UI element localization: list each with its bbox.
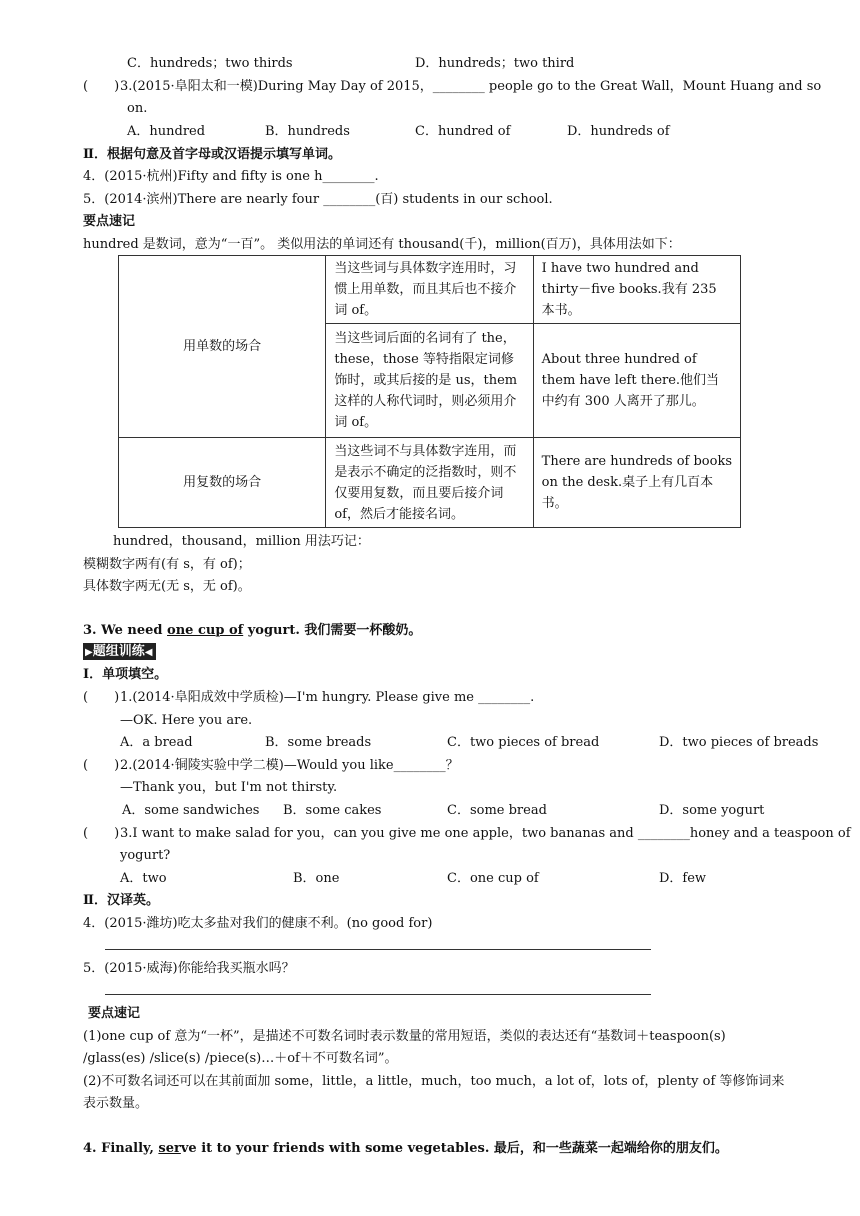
s3-q3-option-c: C．one cup of [447,871,539,886]
s3-q2-option-b: B．some cakes [283,803,382,818]
s3-q1-option-c: C．two pieces of bread [447,735,600,750]
singular-example-2: About three hundred of them have left there.他们当中约有 300 人离开了那儿。 [533,324,740,438]
singular-rule-2: 当这些词后面的名词有了 the，these，those 等特指限定词修饰时，或其后接的是 us，them 这样的人称代词时，则必须用介词 of。 [326,324,533,438]
usage-table [118,255,741,528]
s3-key-2-line-1: (2)不可数名词还可以在其前面加 some，little，a little，much，too much，a lot of，lots of，plenty of 等修饰词来 [83,1074,785,1089]
s3-q3-question-cont: yogurt? [120,848,171,863]
plural-example: There are hundreds of books on the desk.桌子上有几百本书。 [533,438,740,528]
singular-label: 用单数的场合 [119,256,326,438]
s3-q4-question: 4．(2015·潍坊)吃太多盐对我们的健康不利。(no good for) [83,916,433,931]
s3-key-1-line-1: (1)one cup of 意为“一杯”，是描述不可数名词时表示数量的常用短语，类似的表达还有“基数词＋teaspoon(s) [83,1029,726,1044]
q3-question-cont: on. [127,101,148,116]
section-3-i-title: Ⅰ．单项填空。 [83,667,168,682]
section-4-heading: 4. Finally, serve it to your friends with some vegetables. 最后，和一些蔬菜一起端给你的朋友们。 [83,1141,728,1156]
q5-question: 5．(2014·滨州)There are nearly four ________(百) students in our school. [83,192,553,207]
s3-q2-paren: ( ) [83,758,120,773]
q3-option-b: B．hundreds [265,124,350,139]
q3-option-a: A．hundred [127,124,206,139]
s3-q2-option-c: C．some bread [447,803,547,818]
s3-q3-paren: ( ) [83,826,120,841]
q3-option-c: C．hundred of [415,124,511,139]
s3-key-2-line-2: 表示数量。 [83,1096,149,1111]
triangle-left-icon: ◀ [144,647,153,658]
s3-q1-question: 1.(2014·阜阳成效中学质检)—I'm hungry. Please give me ________. [120,690,535,705]
s3-q4-answer-line[interactable] [105,949,651,950]
practice-badge: ▶题组训练◀ [83,643,156,660]
s3-q1-paren: ( ) [83,690,120,705]
q2-option-d: D．hundreds；two third [415,56,575,71]
s3-q1-option-b: B．some breads [265,735,372,750]
section-3-ii-title: Ⅱ．汉译英。 [83,893,159,908]
s3-q3-question: 3.I want to make salad for you，can you give me one apple，two bananas and ________honey and a teaspoon of [120,826,851,841]
section-ii-title: Ⅱ．根据句意及首字母或汉语提示填写单词。 [83,147,341,162]
s3-q3-option-a: A．two [120,871,167,886]
plural-label: 用复数的场合 [119,438,326,528]
q3-question: 3.(2015·阜阳太和一模)During May Day of 2015，________ people go to the Great Wall，Mount Huang and so [120,79,822,94]
mnemonic-line-2: 模糊数字两有(有 s，有 of)； [83,557,251,572]
q3-option-d: D．hundreds of [567,124,670,139]
key-points-title: 要点速记 [83,214,136,229]
s3-q2-option-a: A．some sandwiches [122,803,260,818]
triangle-right-icon: ▶ [85,647,93,658]
s3-q1-option-d: D．two pieces of breads [659,735,819,750]
q4-question: 4．(2015·杭州)Fifty and fifty is one h________. [83,169,379,184]
section-3-heading: 3. We need one cup of yogurt. 我们需要一杯酸奶。 [83,623,422,638]
s3-q1-option-a: A．a bread [120,735,193,750]
s3-q3-option-d: D．few [659,871,707,886]
q3-answer-paren: ( ) [83,79,120,94]
mnemonic-line-3: 具体数字两无(无 s，无 of)。 [83,579,251,594]
s3-q2-option-d: D．some yogurt [659,803,765,818]
s3-key-points-title: 要点速记 [88,1006,141,1021]
singular-example-1: I have two hundred and thirty－five books.我有 235 本书。 [533,256,740,324]
key-points-intro: hundred 是数词，意为“一百”。 类似用法的单词还有 thousand(千)，million(百万)，具体用法如下： [83,237,681,252]
s3-q5-answer-line[interactable] [105,994,651,995]
q2-option-c: C．hundreds；two thirds [127,56,293,71]
s3-q5-question: 5．(2015·威海)你能给我买瓶水吗？ [83,961,295,976]
s3-q1-reply: —OK. Here you are. [120,713,253,728]
s3-q2-question: 2.(2014·铜陵实验中学二模)—Would you like________？ [120,758,459,773]
s3-q3-option-b: B．one [293,871,340,886]
singular-rule-1: 当这些词与具体数字连用时，习惯上用单数，而且其后也不接介词 of。 [326,256,533,324]
s3-q2-reply: —Thank you，but I'm not thirsty. [120,780,338,795]
mnemonic-line-1: hundred，thousand，million 用法巧记： [113,534,370,549]
plural-rule: 当这些词不与具体数字连用，而是表示不确定的泛指数时，则不仅要用复数，而且要后接介词 of，然后才能接名词。 [326,438,533,528]
s3-key-1-line-2: /glass(es) /slice(s) /piece(s)…＋of＋不可数名词”。 [83,1051,398,1066]
